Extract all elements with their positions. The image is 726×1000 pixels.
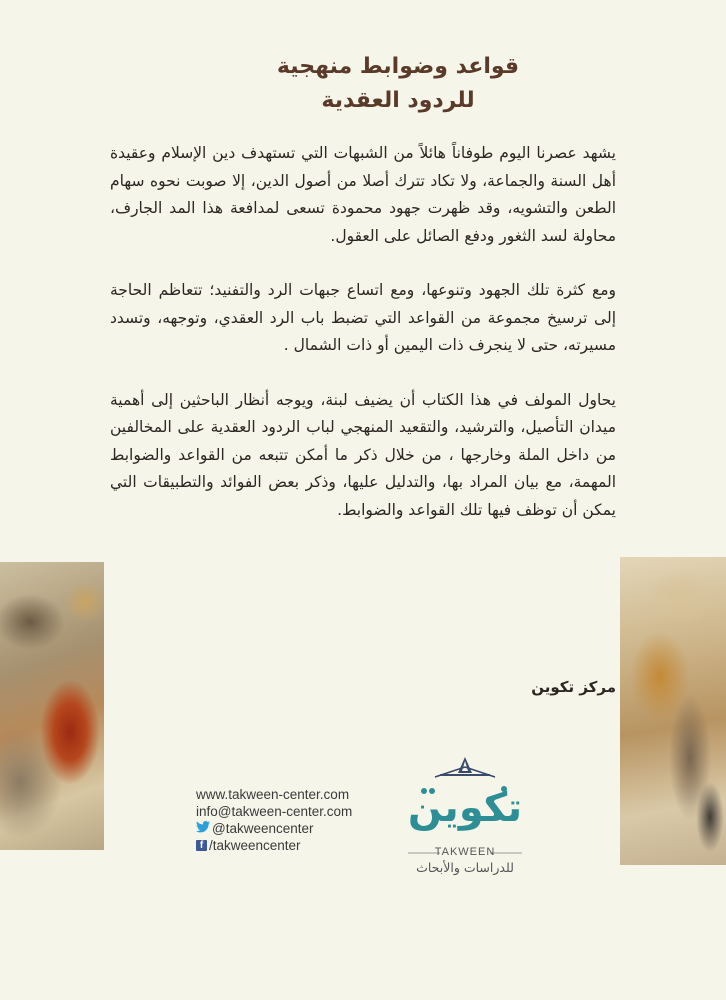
twitter-icon xyxy=(196,820,210,837)
contact-info xyxy=(196,786,386,854)
twitter-link[interactable] xyxy=(196,820,386,837)
blurb-paragraph-2: ومع كثرة تلك الجهود وتنوعها، ومع اتساع جبهات الرد والتفنيد؛ تتعاظم الحاجة إلى ترسيخ مجموعة من القواعد التي تضبط باب الرد العقدي، وتوجهه، وتسدد مسيرته، حتى لا ينجرف ذات اليمين أو ذات الشمال . xyxy=(110,281,616,354)
signature: مركز تكوين xyxy=(531,678,616,696)
abstract-painting-left xyxy=(0,562,104,850)
title-line-1: قواعد وضوابط منهجية xyxy=(276,54,520,79)
email-text: info@takween-center.com xyxy=(196,804,353,819)
logo-arabic-word: تكوين xyxy=(407,785,523,831)
twitter-handle: @takweencenter xyxy=(212,821,314,836)
blurb-paragraph-1: يشهد عصرنا اليوم طوفاناً هائلاً من الشبهات التي تستهدف دين الإسلام وعقيدة أهل السنة والجماعة، ولا تكاد تترك أصلا من أصول الدين، إلا صوبت نحوه سهام الطعن والتشويه، وقد ظهرت جهود محمودة تسعى لمدافعة هذا المد الجارف، محاولة لسد الثغور ودفع الصائل على العقول. xyxy=(110,144,616,245)
website-link[interactable] xyxy=(196,786,386,803)
pen-nib-icon xyxy=(435,757,495,777)
title-line-2: للردود العقدية xyxy=(321,88,475,113)
logo-latin-word: TAKWEEN xyxy=(434,846,496,858)
facebook-link[interactable] xyxy=(196,837,386,854)
facebook-handle: /takweencenter xyxy=(209,838,301,853)
abstract-painting-right xyxy=(620,557,726,865)
website-text: www.takween-center.com xyxy=(196,787,350,802)
blurb-paragraph-3: يحاول المولف في هذا الكتاب أن يضيف لبنة، ويوجه أنظار الباحثين إلى أهمية ميدان التأصيل، والترشيد، والتقعيد المنهجي لباب الردود العقدية على المخالفين من داخل الملة وخارجها ، من خلال ذكر ما أمكن تتبعه من القواعد والضوابط المهمة، مع بيان المراد بها، والتدليل عليها، وذكر بعض الفوائد والتطبيقات التي يمكن أن توظف فيها تلك القواعد والضوابط. xyxy=(110,390,616,519)
logo-subtitle: للدراسات والأبحاث xyxy=(416,860,514,875)
email-link[interactable] xyxy=(196,803,386,820)
facebook-icon: f xyxy=(196,840,207,851)
book-title xyxy=(0,50,726,118)
blurb xyxy=(110,140,616,551)
